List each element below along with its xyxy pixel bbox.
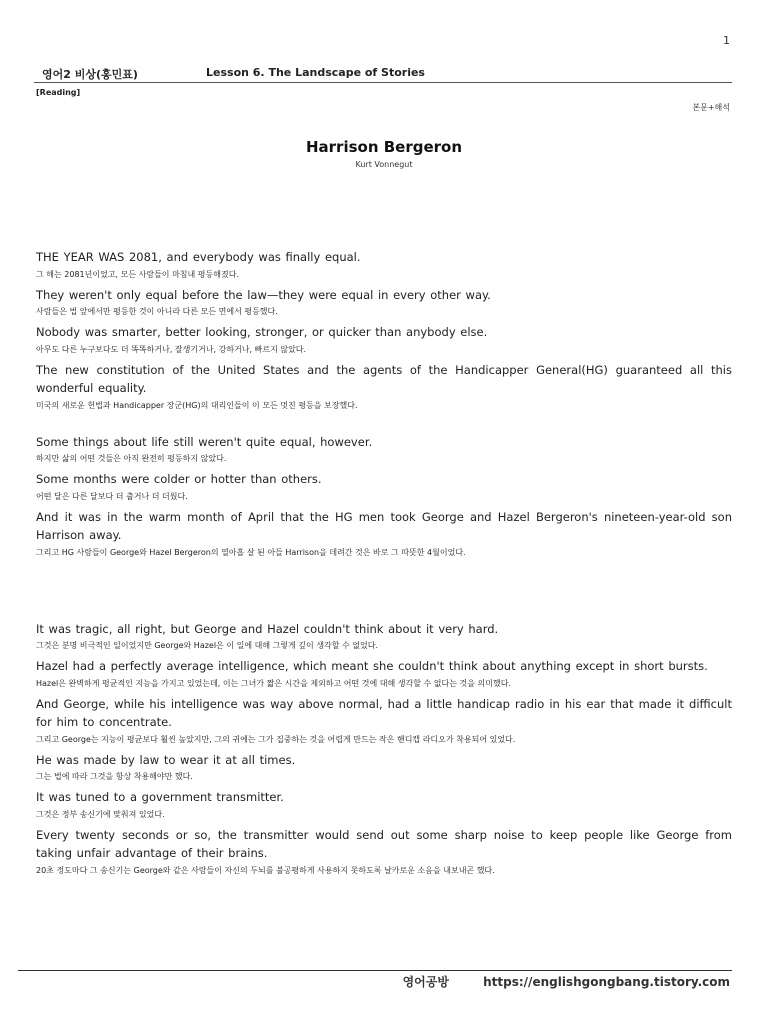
korean-translation: 사람들은 법 앞에서만 평등한 것이 아니라 다른 모든 면에서 평등했다. [36, 307, 278, 316]
korean-translation: 하지만 삶의 어떤 것들은 아직 완전히 평등하지 않았다. [36, 454, 227, 463]
korean-translation: 그는 법에 따라 그것을 항상 착용해야만 했다. [36, 772, 193, 781]
english-sentence: Every twenty seconds or so, the transmitter would send out some sharp noise to keep people like George from taking unfair advantage of their brains. [36, 827, 732, 860]
content-type-tag: 본문+해석 [692, 103, 730, 112]
sentence-pair [36, 470, 732, 503]
english-sentence: THE YEAR WAS 2081, and everybody was finally equal. [36, 250, 361, 264]
sentence-pair [36, 826, 732, 877]
korean-translation: 그 해는 2081년이었고, 모든 사람들이 마침내 평등해졌다. [36, 269, 239, 279]
english-sentence: Some months were colder or hotter than others. [36, 472, 322, 486]
english-sentence: The new constitution of the United States and the agents of the Handicapper General(HG) guaranteed all this wonderful equality. [36, 362, 732, 395]
reading-body [36, 248, 732, 882]
korean-translation: 어떤 달은 다른 달보다 더 춥거나 더 더웠다. [36, 491, 188, 501]
section-tag: [Reading] [36, 88, 81, 97]
korean-translation: 그것은 정부 송신기에 맞춰져 있었다. [36, 809, 165, 819]
korean-translation: 그것은 분명 비극적인 일이었지만 George와 Hazel은 이 일에 대해 그렇게 깊이 생각할 수 없었다. [36, 641, 379, 650]
sentence-pair [36, 508, 732, 559]
footer-brand: 영어공방 [402, 975, 449, 989]
sentence-pair [36, 751, 732, 784]
english-sentence: It was tragic, all right, but George and Hazel couldn't think about it very hard. [36, 621, 499, 636]
english-sentence: They weren't only equal before the law—they were equal in every other way. [36, 287, 491, 302]
sentence-pair [36, 695, 732, 746]
english-sentence: He was made by law to wear it at all times. [36, 752, 296, 767]
sentence-pair [36, 286, 732, 319]
page-footer [403, 973, 730, 990]
korean-translation: 20초 정도마다 그 송신기는 George와 같은 사람들이 자신의 두뇌를 불공평하게 사용하지 못하도록 날카로운 소음을 내보내곤 했다. [36, 865, 495, 875]
english-sentence: Hazel had a perfectly average intelligence, which meant she couldn't think about anything except in short bursts. [36, 659, 708, 673]
sentence-pair [36, 788, 732, 821]
english-sentence: And it was in the warm month of April that the HG men took George and Hazel Bergeron's nineteen-year-old son Harrison away. [36, 509, 732, 542]
english-sentence: Some things about life still weren't quite equal, however. [36, 434, 373, 449]
story-title: Harrison Bergeron [305, 138, 463, 156]
lesson-title: Lesson 6. The Landscape of Stories [206, 66, 425, 79]
footer-url: https://englishgongbang.tistory.com [483, 975, 730, 989]
sentence-pair [36, 248, 732, 281]
korean-translation: 그리고 HG 사람들이 George와 Hazel Bergeron의 열아홉 살 된 아들 Harrison을 데려간 것은 바로 그 따뜻한 4월이었다. [36, 547, 466, 557]
paragraph [36, 620, 732, 877]
korean-translation: 아무도 다른 누구보다도 더 똑똑하거나, 잘생기거나, 강하거나, 빠르지 않았다. [36, 344, 307, 354]
sentence-pair [36, 657, 732, 690]
korean-translation: Hazel은 완벽하게 평균적인 지능을 가지고 있었는데, 이는 그녀가 짧은 시간을 제외하고 어떤 것에 대해 생각할 수 없다는 것을 의미했다. [36, 678, 511, 688]
document-header [34, 66, 732, 83]
page-number: 1 [723, 34, 730, 47]
paragraph [36, 248, 732, 412]
sentence-pair [36, 620, 732, 653]
korean-translation: 그리고 George는 지능이 평균보다 훨씬 높았지만, 그의 귀에는 그가 집중하는 것을 어렵게 만드는 작은 핸디캡 라디오가 착용되어 있었다. [36, 734, 516, 744]
english-sentence: It was tuned to a government transmitter. [36, 790, 284, 804]
story-author: Kurt Vonnegut [355, 160, 413, 169]
sentence-pair [36, 361, 732, 412]
korean-translation: 미국의 새로운 헌법과 Handicapper 장군(HG)의 대리인들이 이 모든 멋진 평등을 보장했다. [36, 400, 358, 410]
english-sentence: Nobody was smarter, better looking, stronger, or quicker than anybody else. [36, 325, 488, 339]
footer-divider [18, 970, 732, 971]
sentence-pair [36, 323, 732, 356]
sentence-pair [36, 433, 732, 466]
paragraph [36, 433, 732, 559]
english-sentence: And George, while his intelligence was way above normal, had a little handicap radio in his ear that made it difficult for him to concentrate. [36, 696, 732, 729]
course-title: 영어2 비상(홍민표) [42, 68, 138, 81]
